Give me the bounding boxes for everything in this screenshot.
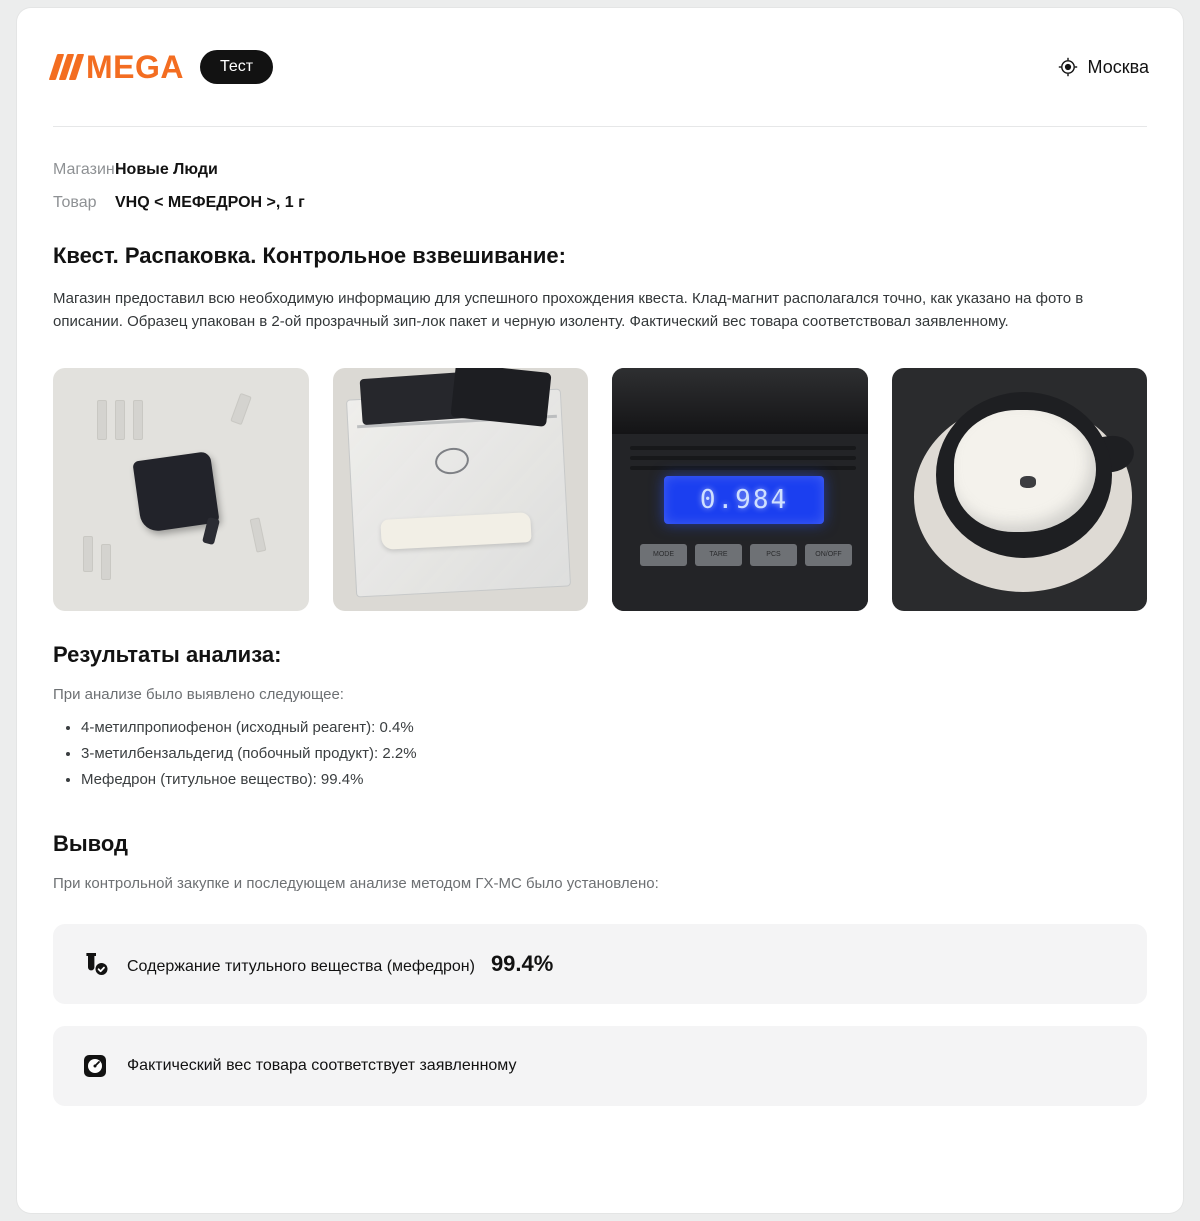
conclusion-intro: При контрольной закупке и последующем анализе методом ГХ-МС было установлено:	[53, 875, 659, 893]
list-item: • Мефедрон (титульное вещество): 99.4%	[81, 767, 1147, 793]
scale-button-onoff[interactable]: ON/OFF	[805, 544, 852, 566]
page-header	[17, 8, 1183, 126]
purity-value: 99.4%	[490, 951, 554, 977]
photo-digital-scale[interactable]	[612, 368, 868, 611]
scale-button-pcs[interactable]: PCS	[750, 544, 797, 566]
photo-tape-package[interactable]	[53, 368, 309, 611]
list-item: • 4-метилпропиофенон (исходный реагент): 0.4%	[81, 715, 1147, 741]
page-content	[17, 127, 1183, 1106]
shop-value[interactable]: Новые Люди	[115, 161, 218, 178]
city-selector[interactable]	[1058, 57, 1149, 78]
report-page	[17, 8, 1183, 1213]
scale-display-value: 0.984	[699, 484, 789, 515]
list-item: • 3-метилбензальдегид (побочный продукт): 2.2%	[81, 741, 1147, 767]
photo-gallery	[53, 368, 1147, 611]
meta-row-product	[53, 194, 1147, 212]
mega-logo[interactable]	[53, 51, 184, 83]
scale-button-tare[interactable]: TARE	[695, 544, 742, 566]
analysis-list	[53, 715, 1147, 794]
purity-row	[127, 951, 553, 977]
scale-button-mode[interactable]: MODE	[640, 544, 687, 566]
meta-row-shop	[53, 161, 1147, 179]
logo-text: MEGA	[86, 49, 184, 85]
scale-buttons	[640, 544, 852, 566]
analysis-title: Результаты анализа:	[53, 641, 282, 667]
purity-label: Содержание титульного вещества (мефедрон)	[127, 958, 475, 976]
scale-icon	[81, 1052, 109, 1080]
slashes-icon	[49, 54, 84, 80]
brand-block	[53, 50, 273, 84]
scale-plate	[612, 368, 868, 434]
weight-label: Фактический вес товара соответствует заявленному	[127, 1057, 517, 1075]
product-meta	[53, 127, 1147, 212]
conclusion-card-purity	[53, 924, 1147, 1004]
shop-label: Магазин	[53, 161, 115, 178]
tape-strip-2	[450, 368, 551, 427]
photo-bowl-powder[interactable]	[892, 368, 1148, 611]
product-label: Товар	[53, 194, 97, 211]
scale-display	[664, 476, 824, 524]
photo-ziplock-bag[interactable]	[333, 368, 589, 611]
quest-title: Квест. Распаковка. Контрольное взвешивание:	[53, 243, 566, 268]
powder-heap	[954, 410, 1096, 532]
conclusion-card-weight	[53, 1026, 1147, 1106]
quest-description: Магазин предоставил всю необходимую информацию для успешного прохождения квеста. Клад-магнит располагался точно, как указано на фото в описании. Образец упакован в 2-ой прозрачный зип-лок пакет и черную изоленту. Фактический вес товара соответствовал заявленному.	[53, 290, 1084, 331]
test-tube-check-icon	[81, 950, 109, 978]
dark-speck	[1020, 476, 1036, 488]
product-value[interactable]: VHQ < МЕФЕДРОН >, 1 г	[115, 194, 305, 211]
analysis-intro: При анализе было выявлено следующее:	[53, 685, 344, 703]
test-badge: Тест	[200, 50, 273, 84]
city-label: Москва	[1087, 56, 1149, 77]
crosshair-icon	[1058, 57, 1078, 77]
conclusion-title: Вывод	[53, 831, 129, 857]
